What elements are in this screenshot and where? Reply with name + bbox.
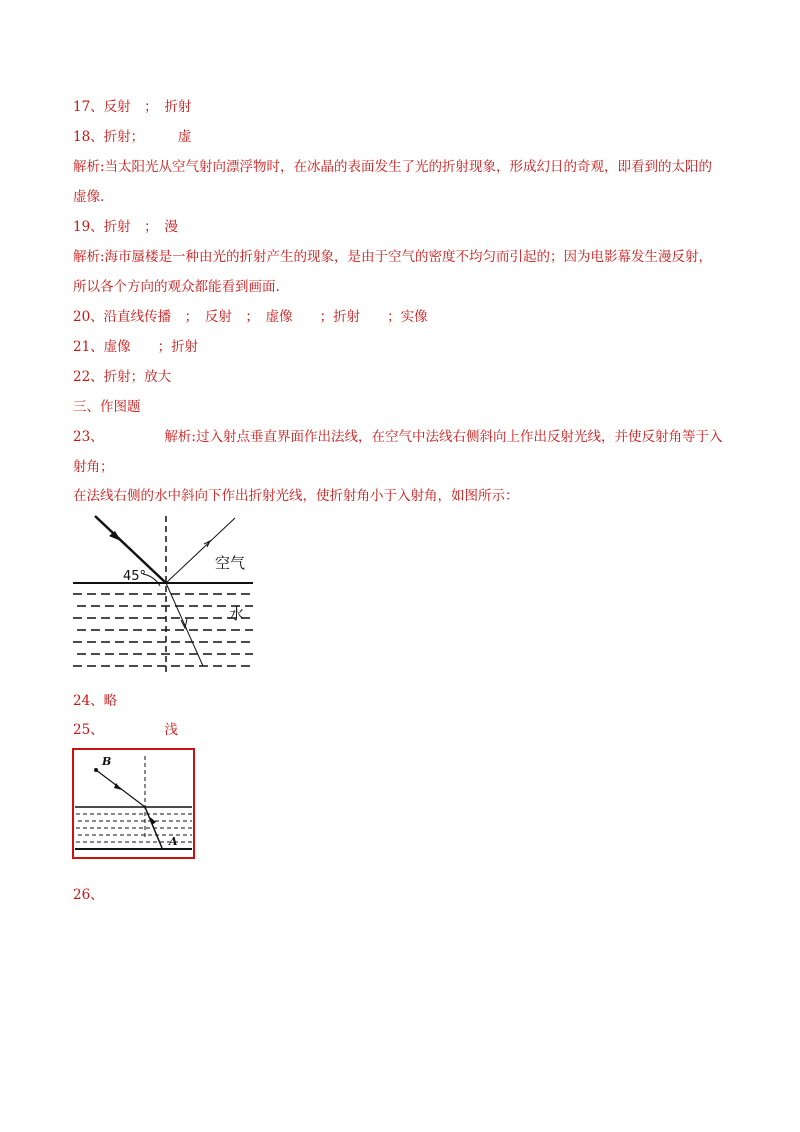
answer-22: 22、折射；放大 bbox=[73, 369, 172, 385]
answer-26: 26、 bbox=[73, 887, 104, 903]
angle-label: 45° bbox=[123, 569, 147, 584]
label-b: B bbox=[102, 755, 112, 768]
apparent-depth-diagram bbox=[72, 748, 195, 859]
answer-25: 25、 浅 bbox=[73, 722, 178, 738]
answer-18: 18、折射； 虚 bbox=[73, 129, 192, 145]
air-label: 空气 bbox=[215, 554, 246, 572]
refraction-diagram bbox=[73, 514, 253, 674]
answer-24: 24、略 bbox=[73, 693, 118, 709]
analysis-18-line1: 解析:当太阳光从空气射向漂浮物时，在冰晶的表面发生了光的折射现象，形成幻日的奇观，即看到的太阳的 bbox=[73, 159, 713, 175]
section-heading-drawing: 三、作图题 bbox=[73, 399, 141, 415]
point-b bbox=[94, 768, 98, 772]
label-a: A bbox=[169, 835, 178, 848]
water-label: 水 bbox=[229, 605, 245, 623]
water-hatching bbox=[73, 594, 253, 666]
answer-23-line3: 在法线右侧的水中斜向下作出折射光线，使折射角小于入射角，如图所示： bbox=[73, 488, 519, 504]
analysis-18-line2: 虚像. bbox=[73, 189, 105, 205]
answer-20: 20、沿直线传播 ； 反射 ； 虚像 ；折射 ；实像 bbox=[73, 309, 428, 325]
analysis-19-line1: 解析:海市蜃楼是一种由光的折射产生的现象，是由于空气的密度不均匀而引起的；因为电影幕发生漫反射， bbox=[73, 249, 713, 265]
answer-19: 19、折射 ； 漫 bbox=[73, 219, 178, 235]
answer-23-line1: 23、 解析:过入射点垂直界面作出法线，在空气中法线右侧斜向上作出反射光线，并使反射角等于入 bbox=[73, 429, 723, 445]
analysis-19-line2: 所以各个方向的观众都能看到画面. bbox=[73, 279, 280, 295]
answer-23-line2: 射角； bbox=[73, 459, 114, 475]
answer-21: 21、虚像 ；折射 bbox=[73, 339, 199, 355]
reflected-ray bbox=[166, 518, 235, 583]
answer-17: 17、反射 ； 折射 bbox=[73, 99, 192, 115]
